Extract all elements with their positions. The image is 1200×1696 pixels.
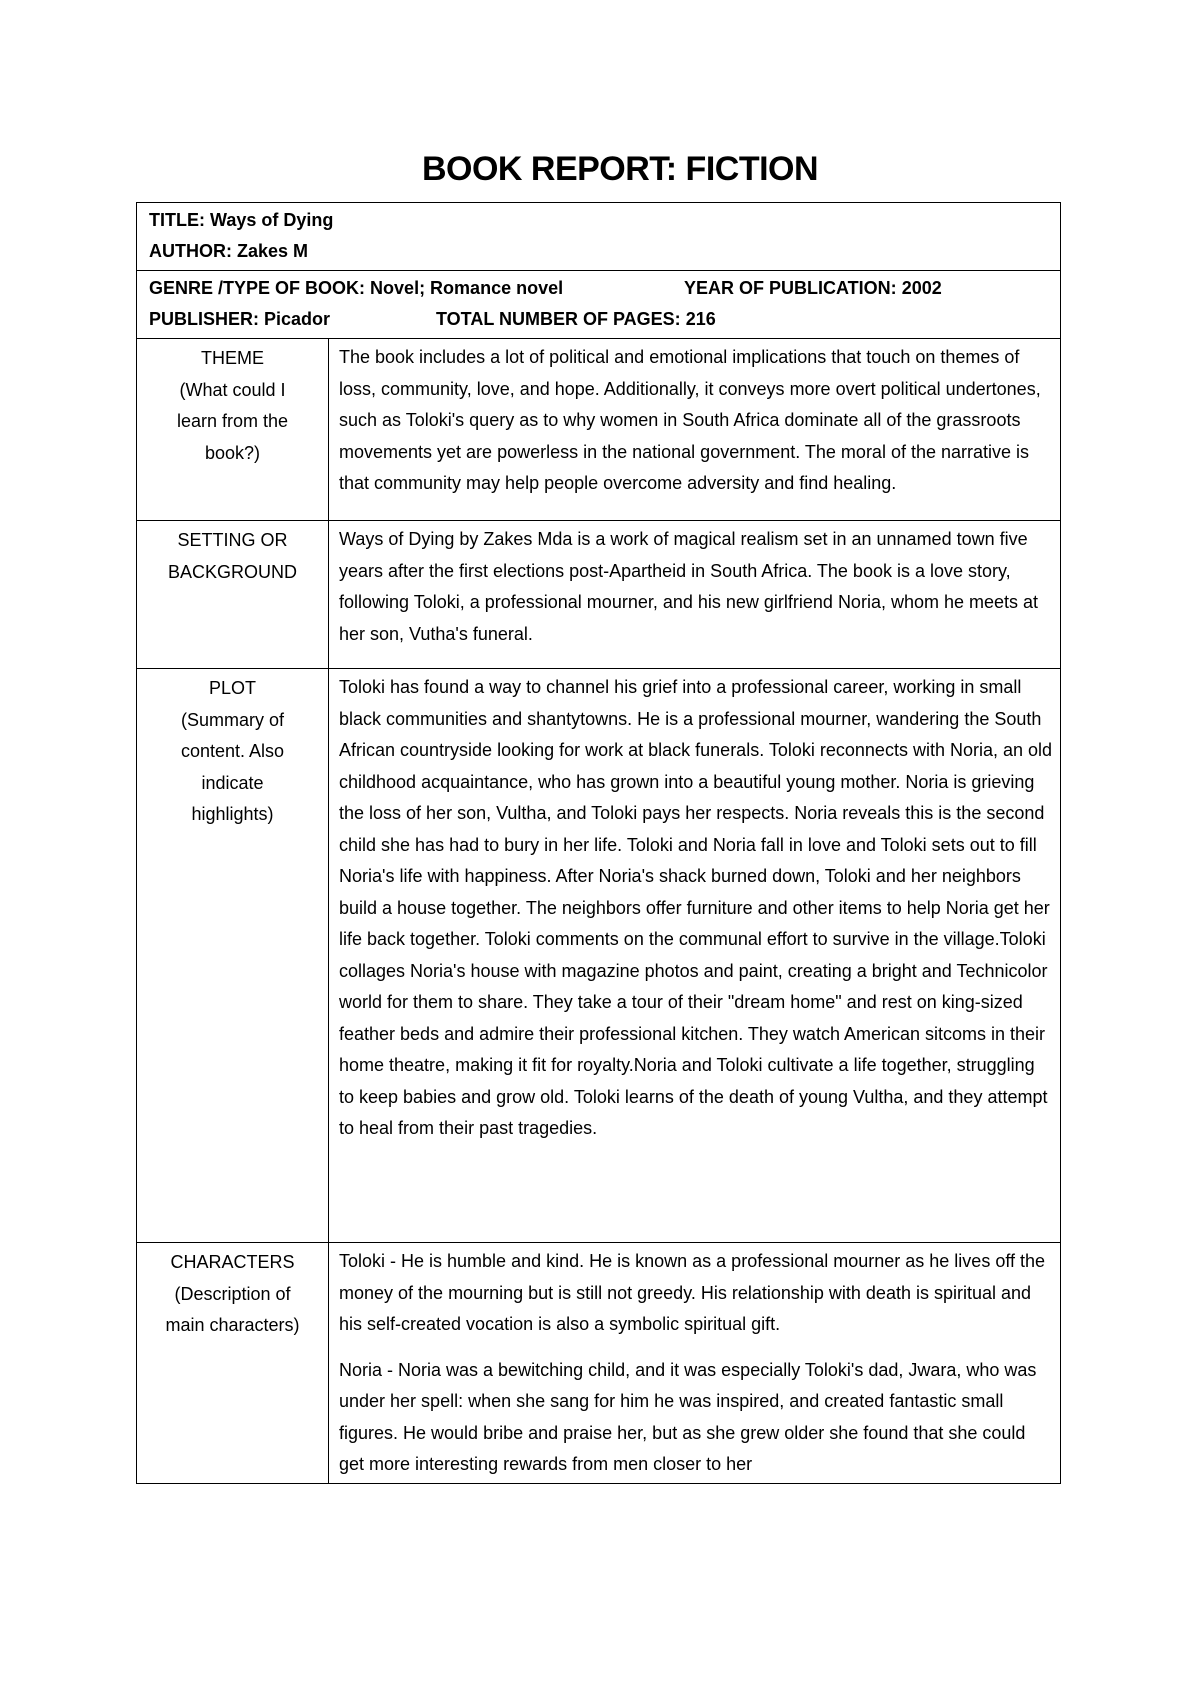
setting-label-line: BACKGROUND	[167, 561, 297, 582]
genre-label: GENRE /TYPE OF BOOK:	[149, 278, 366, 298]
publisher-value: Picador	[264, 309, 331, 329]
author-line	[149, 236, 1050, 267]
year-label: YEAR OF PUBLICATION:	[684, 278, 897, 298]
theme-label-line: book?)	[204, 442, 261, 463]
characters-label-line: (Description of	[174, 1283, 291, 1304]
setting-paragraph: Ways of Dying by Zakes Mda is a work of magical realism set in an unnamed town five years after the first elections post-Apartheid in South Africa. The book is a love story, following Toloki, a professional mourner, and his new girlfriend Noria, whom he meets at her son, Vutha's funeral.	[339, 529, 1039, 644]
pages-label: TOTAL NUMBER OF PAGES:	[436, 309, 681, 329]
plot-label-line: (Summary of	[180, 709, 285, 730]
plot-label-line: indicate	[201, 772, 264, 793]
year-field	[684, 273, 942, 304]
characters-label-line: CHARACTERS	[170, 1252, 295, 1272]
theme-paragraph: The book includes a lot of political and emotional implications that touch on themes of loss, community, love, and hope. Additionally, it conveys more overt political undertones, such as Toloki's query as to why women in South Africa dominate all of the grassroots movements yet are powerless in the national government. The moral of the narrative is that community may help people overcome adversity and find healing.	[339, 347, 1041, 493]
characters-label-line: main characters)	[165, 1315, 300, 1335]
plot-content	[329, 669, 1061, 1243]
title-label: TITLE:	[149, 210, 205, 230]
title-value: Ways of Dying	[210, 210, 334, 230]
genre-value: Novel; Romance novel	[370, 278, 564, 298]
genre-field	[149, 273, 684, 304]
author-label: AUTHOR:	[149, 241, 232, 261]
title-line	[149, 205, 1050, 236]
theme-content	[329, 339, 1061, 521]
character-paragraph-noria: Noria - Noria was a bewitching child, and it was especially Toloki's dad, Jwara, who was under her spell: when she sang for him he was inspired, and created fantastic small figures. He would bribe and praise her, but as she grew older she found that she could get more interesting rewards from men closer to her	[339, 1359, 1037, 1474]
plot-label-line: content. Also	[180, 741, 285, 761]
genre-publisher-cell	[137, 271, 1061, 339]
publisher-pages-line	[149, 304, 1050, 335]
setting-content	[329, 521, 1061, 669]
plot-label-line: PLOT	[208, 678, 256, 698]
setting-label	[137, 521, 329, 669]
book-report-table	[136, 202, 1061, 1484]
setting-label-line: SETTING OR	[177, 530, 288, 550]
publisher-field	[149, 304, 436, 335]
plot-label-line: highlights)	[191, 804, 274, 824]
pages-field	[436, 304, 716, 335]
genre-year-line	[149, 273, 1050, 304]
characters-label	[137, 1243, 329, 1484]
character-paragraph-toloki: Toloki - He is humble and kind. He is known as a professional mourner as he lives off the money of the mourning but is still not greedy. His relationship with death is spiritual and his self-created vocation is also a symbolic spiritual gift.	[339, 1251, 1046, 1334]
theme-label	[137, 339, 329, 521]
publisher-label: PUBLISHER:	[149, 309, 260, 329]
plot-label	[137, 669, 329, 1243]
title-author-row	[137, 203, 1061, 271]
page-title: BOOK REPORT: FICTION	[421, 150, 819, 188]
title-author-cell	[137, 203, 1061, 271]
plot-row	[137, 669, 1061, 1243]
theme-row	[137, 339, 1061, 521]
setting-row	[137, 521, 1061, 669]
theme-label-line: (What could I	[179, 379, 286, 400]
characters-content	[329, 1243, 1061, 1484]
characters-row	[137, 1243, 1061, 1484]
author-value: Zakes M	[237, 241, 309, 261]
pages-value: 216	[685, 309, 716, 329]
genre-publisher-row	[137, 271, 1061, 339]
theme-label-line: THEME	[201, 348, 264, 368]
theme-label-line: learn from the	[176, 411, 289, 431]
year-value: 2002	[901, 278, 942, 298]
plot-paragraph: Toloki has found a way to channel his grief into a professional career, working in small black communities and shantytowns. He is a professional mourner, wandering the South African countryside looking for work at black funerals. Toloki reconnects with Noria, an old childhood acquaintance, who has grown into a beautiful young mother. Noria is grieving the loss of her son, Vultha, and Toloki pays her respects. Noria reveals this is the second child she has had to bury in her life. Toloki and Noria fall in love and Toloki sets out to fill Noria's life with happiness. After Noria's shack burned down, Toloki and her neighbors build a house together. The neighbors offer furniture and other items to help Noria get her life back together. Toloki comments on the communal effort to survive in the village.Toloki collages Noria's house with magazine photos and paint, creating a bright and Technicolor world for them to share. They take a tour of their "dream home" and rest on king-sized feather beds and admire their professional kitchen. They watch American sitcoms in their home theatre, making it fit for royalty.Noria and Toloki cultivate a life together, struggling to keep babies and grow old. Toloki learns of the death of young Vultha, and they attempt to heal from their past tragedies.	[339, 677, 1053, 1138]
